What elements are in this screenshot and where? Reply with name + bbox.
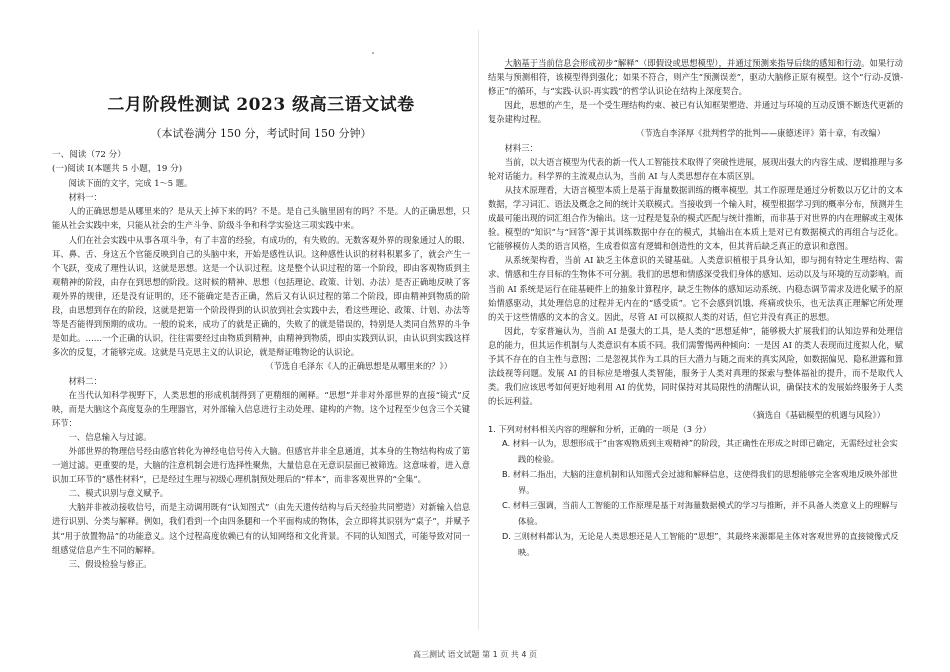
- column-divider: [478, 30, 479, 630]
- question-1-option-d: D. 三则材料都认为，无论是人类思想还是人工智能的“思想”，其最终来源都是主体对客观世界的直接镜像式反映。: [502, 531, 899, 557]
- material-1-source: （节选自毛泽东《人的正确思想是从哪里来的？》）: [265, 361, 452, 372]
- left-column: [52, 0, 470, 642]
- material-3-paragraph: 因此，专家普遍认为，当前 AI 是强大的工具，是人类的“思想延伸”，能够极大扩展我们的认知边界和处理信息的能力，但其运作机制与人类意识有本质不同。我们需警惕两种倾向：一是因 AI 的类人表现而过度拟人化，赋予其不存在的自主性与意图；二是忽视其作为工具的巨大潜力与随之而来的真实风险，如数据偏见、隐私泄露和算法歧视等问题。发展 AI 的目标应是增强人类智能，服务于人类对真理的探索与整体福祉的提升，而不是取代人类。我们应该思考如何更好地利用 AI 的优势，同时保持对其局限性的清醒认识，确保技术的发展始终服务于人类的长远利益。: [488, 325, 903, 407]
- exam-title: 二月阶段性测试 2023 级高三语文试卷: [107, 95, 415, 115]
- right-column: [488, 0, 903, 642]
- material-2-label: 材料二：: [68, 375, 102, 386]
- material-3-paragraph: 从系统架构看，当前 AI 缺乏主体意识的关键基础。人类意识植根于具身认知，即与拥有特定生理结构、需求、情感和生存目标的生物体不可分割。我们的思想和情感深受我们身体的感知、运动以及与环境的互动影响。而当前 AI 系统是运行在硅基硬件上的抽象计算程序，缺乏生物体的感知运动系统、内稳态调节需求及进化赋予的原始情感驱动，其处理信息的过程并无内在的“感受质”。它不会感到饥饿、疼痛或快乐，也无法真正理解它所处理的关于这些情感的文本的含义。因此，尽管 AI 可以模拟人类的对话，但它并没有真正的思想。: [488, 255, 903, 322]
- left-body: [52, 148, 470, 571]
- question-1-option-b: B. 材料二指出，大脑的注意机制和认知图式会过滤和解释信息，这使得我们的思想能够完全客观地反映外部世界。: [502, 469, 898, 495]
- material-3-paragraph: 从技术原理看，大语言模型本质上是基于海量数据训练的概率模型。其工作原理是通过分析数以万亿计的文本数据，学习词汇、语法及概念之间的统计关联模式。当接收到一个输入时，模型根据学习到的概率分布，预测并生成最可能出现的词汇组合作为输出。这一过程是复杂的模式匹配与统计推断，而非基于对世界的内在理解或主观体验。模型的“知识”与“回答”源于其训练数据中存在的模式，其输出在本质上是对已有数据模式的再组合与泛化。它能够模仿人类的语言风格，生成看似富有逻辑和创造性的文本，但其背后缺乏真正的意识和意图。: [488, 184, 903, 252]
- exam-subtitle: （本试卷满分 150 分，考试时间 150 分钟）: [150, 127, 372, 140]
- material-2-paragraph: 因此，思想的产生，是一个受生理结构约束、被已有认知框架塑造、并通过与环境的互动反馈不断迭代更新的复杂建构过程。: [488, 100, 903, 125]
- section-heading: 一、阅读（72 分）: [52, 150, 126, 160]
- material-2-heading: 二、模式识别与意义赋予。: [68, 488, 169, 499]
- material-1-paragraph: 人的正确思想是从哪里来的？是从天上掉下来的吗？不是。是自己头脑里固有的吗？不是。人的正确思想，只能从社会实践中来，只能从社会的生产斗争、阶级斗争和科学实验这三项实践中来。: [52, 206, 470, 231]
- reading-instruction: 阅读下面的文字，完成 1～5 题。: [68, 178, 193, 189]
- material-1-label: 材料一：: [68, 192, 102, 203]
- question-1-option-c: C. 材料三强调，当前人工智能的工作原理是基于对海量数据模式的学习与推断，并不具备人类意义上的理解与体验。: [502, 500, 898, 526]
- material-2-source: （节选自李泽厚《批判哲学的批判——康德述评》第十章，有改编）: [636, 128, 885, 139]
- material-1-paragraph: 人们在社会实践中从事各项斗争，有了丰富的经验，有成功的，有失败的。无数客观外界的现象通过人的眼、耳、鼻、舌、身这五个官能反映到自己的头脑中来，开始是感性认识。这种感性认识的材料积累多了，就会产生一个飞跃，变成了理性认识，这就是思想。这是一个认识过程。这是整个认识过程的第一个阶段，即由客观物质到主观精神的阶段，由存在到思想的阶段。这时候的精神、思想（包括理论、政策、计划、办法）是否正确地反映了客观外界的规律，还是没有证明的，还不能确定是否正确，然后又有认识过程的第二个阶段，即由精神到物质的阶段，由思想到存在的阶段，这就是把第一个阶段得到的认识放到社会实践中去，看这些理论、政策、计划、办法等等是否能得到预期的成功。一般的说来，成功了的就是正确的，失败了的就是错误的，特别是人类同自然界的斗争是如此。……一个正确的认识，往往需要经过由物质到精神，由精神到物质，即由实践到认识，由认识到实践这样多次的反复，才能够完成。这就是马克思主义的认识论，就是辩证唯物论的认识论。: [52, 234, 470, 358]
- question-1-stem: 1. 下列对材料相关内容的理解和分析，正确的一项是（3 分）: [488, 424, 711, 435]
- underlined-sentence: 大脑基于当前信息会形成初步“解释”（即假设或思想模型），并通过预测来指导后续的感知和行动: [504, 58, 862, 68]
- material-3-label: 材料三：: [504, 142, 538, 153]
- material-2-paragraph: [488, 56, 903, 98]
- material-2-paragraph: 大脑并非被动接收信号，而是主动调用既有“认知图式”（由先天遗传结构与后天经验共同塑造）对新输入信息进行识别、分类与解释。例如，我们看到一个由四条腿和一个平面构成的物体，会立即将其识别为“桌子”，并赋予其“用于放置物品”的功能意义。这个过程高度依赖已有的认知网络和文化背景。不同的认知图式，可能导致对同一组感觉信息产生不同的解释。: [52, 502, 470, 555]
- subsection-heading: (一)阅读 I(本题共 5 小题，19 分): [52, 164, 183, 175]
- material-3-paragraph: 当前，以大语言模型为代表的新一代人工智能技术取得了突破性进展，展现出强大的内容生成、逻辑推理与多轮对话能力。科学界的主流观点认为，当前 AI 与人类思想存在本质区别。: [488, 156, 903, 181]
- right-body: [488, 56, 903, 560]
- question-1-option-a: A. 材料一认为，思想形成于“由客观物质到主观精神”的阶段，其正确性在形成之时即已确定，无需经过社会实践的检验。: [502, 438, 898, 464]
- material-2-heading: 一、信息输入与过滤。: [68, 431, 152, 442]
- material-3-source: （摘选自《基础模型的机遇与风险》）: [748, 410, 885, 421]
- page-footer: 高三测试 语文试题 第 1 页 共 4 页: [413, 650, 537, 659]
- paragraph-continuation: 。如果行动结果与预测相符，该模型得到强化；如果不符合，则产生“预测误差”，驱动大脑修正原有模型。这个“行动-反馈-修正”的循环，与“实践-认识-再实践”的哲学认识论在结构上深度契合。: [488, 58, 903, 97]
- material-2-paragraph: 在当代认知科学视野下，人类思想的形成机制得到了更精细的阐释。“思想”并非对外部世界的直接“镜式”反映，而是大脑这个高度复杂的生理器官，对外部输入信息进行主动处理、建构的产物。这个过程至少包含三个关键环节：: [52, 389, 470, 428]
- material-2-paragraph: 外部世界的物理信号经由感官转化为神经电信号传入大脑。但感官并非全息通道，其本身的生物结构构成了第一道过滤。更重要的是，大脑的注意机制会进行选择性聚焦，大量信息在无意识层面已被筛选。这意味着，进入意识加工环节的“感性材料”，已是经过生理与初级心理机制预处理后的“样本”，而非客观世界的“全集”。: [52, 445, 470, 485]
- material-2-heading: 三、假设检验与修正。: [68, 558, 152, 569]
